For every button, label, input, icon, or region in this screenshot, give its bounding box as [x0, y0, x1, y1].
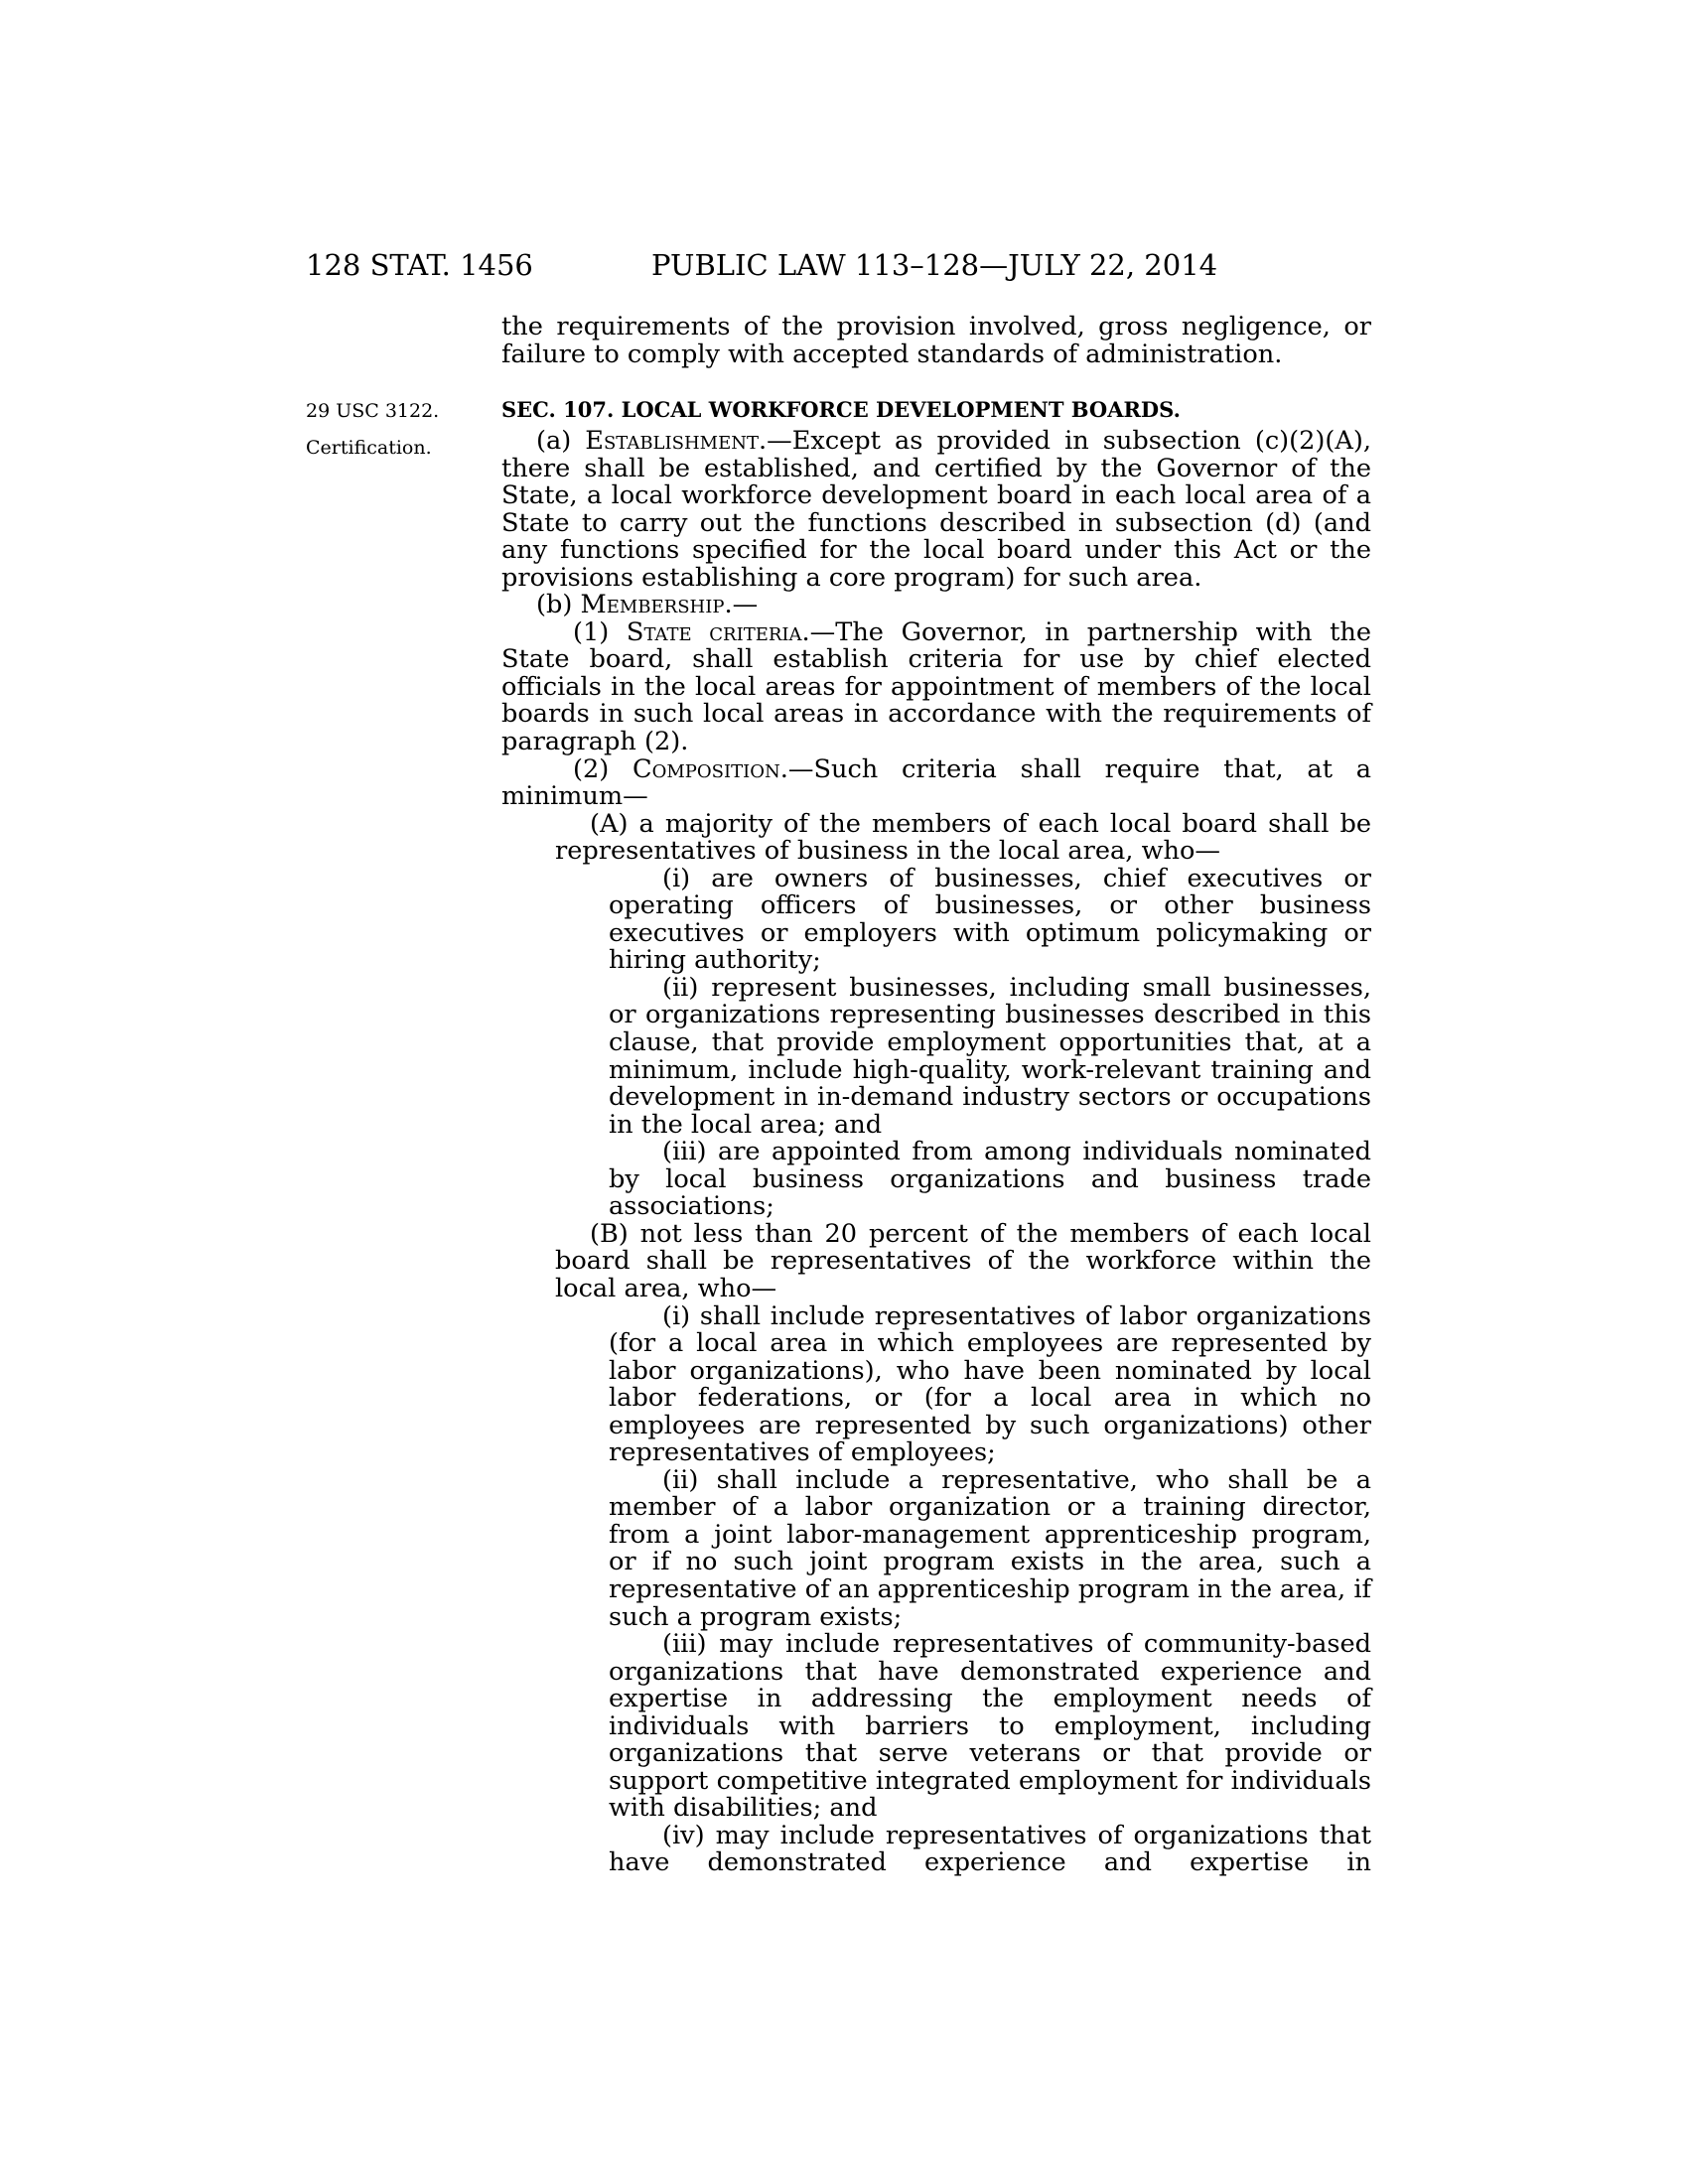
- clause-B-iv: (iv) may include representatives of organizations that have demonstrated experience and expertise in: [609, 1820, 1371, 1878]
- top-paragraph: [501, 314, 1371, 368]
- margin-note-usc: 29 USC 3122.: [306, 400, 440, 422]
- subparagraph-A: (A) a majority of the members of each local board shall be representatives of business in the local area, who—: [555, 808, 1371, 867]
- page-header: [0, 248, 1688, 288]
- section-heading: SEC. 107. LOCAL WORKFORCE DEVELOPMENT BOARDS.: [501, 397, 1181, 422]
- clause-B-i: (i) shall include representatives of labor organizations (for a local area in which employees are represented by labor organizations), who have been nominated by local labor federations, or (for a local area in which no employees are represented by such organizations) other representatives of employees;: [609, 1300, 1371, 1468]
- subsection-b: (b) Membership.—: [536, 590, 759, 620]
- clause-B-iii: (iii) may include representatives of community-based organizations that have demonstrated experience and expertise in addressing the employment needs of individuals with barriers to employment, including organizations that serve veterans or that provide or support competitive integrated employment for individuals with disabilities; and: [609, 1629, 1371, 1824]
- paragraph-1: (1) State criteria.—The Governor, in partnership with the State board, shall establish criteria for use by chief elected officials in the local areas for appointment of members of the local boards in such local areas in accordance with the requirements of paragraph (2).: [501, 616, 1371, 757]
- clause-A-iii: (iii) are appointed from among individuals nominated by local business organizations and business trade associations;: [609, 1137, 1371, 1222]
- paragraph-2: (2) Composition.—Such criteria shall require that, at a minimum—: [501, 753, 1371, 812]
- subsection-a: (a) Establishment.—Except as provided in subsection (c)(2)(A), there shall be established, and certified by the Governor of the State, a local workforce development board in each local area of a State to carry out the functions described in subsection (d) (and any functions specified for the local board under this Act or the provisions establishing a core program) for such area.: [501, 426, 1371, 593]
- subparagraph-B: (B) not less than 20 percent of the members of each local board shall be representatives of the workforce within the local area, who—: [555, 1218, 1371, 1303]
- public-law-title: PUBLIC LAW 113–128—JULY 22, 2014: [651, 248, 1218, 282]
- statute-page-number: 128 STAT. 1456: [306, 248, 533, 282]
- section-body: [501, 428, 1371, 1877]
- clause-A-ii: (ii) represent businesses, including small businesses, or organizations representing businesses described in this clause, that provide employment opportunities that, at a minimum, include high-quality, work-relevant training and development in in-demand industry sectors or occupations in the local area; and: [609, 972, 1371, 1140]
- clause-A-i: (i) are owners of businesses, chief executives or operating officers of businesses, or other business executives or employers with optimum policymaking or hiring authority;: [609, 863, 1371, 976]
- clause-B-ii: (ii) shall include a representative, who shall be a member of a labor organization or a training director, from a joint labor-management apprenticeship program, or if no such joint program exists in the area, such a representative of an apprenticeship program in the area, if such a program exists;: [609, 1464, 1371, 1632]
- top-paragraph-text: the requirements of the provision involved, gross negligence, or failure to comply with accepted standards of administration.: [501, 312, 1371, 369]
- margin-note-certification: Certification.: [306, 437, 432, 459]
